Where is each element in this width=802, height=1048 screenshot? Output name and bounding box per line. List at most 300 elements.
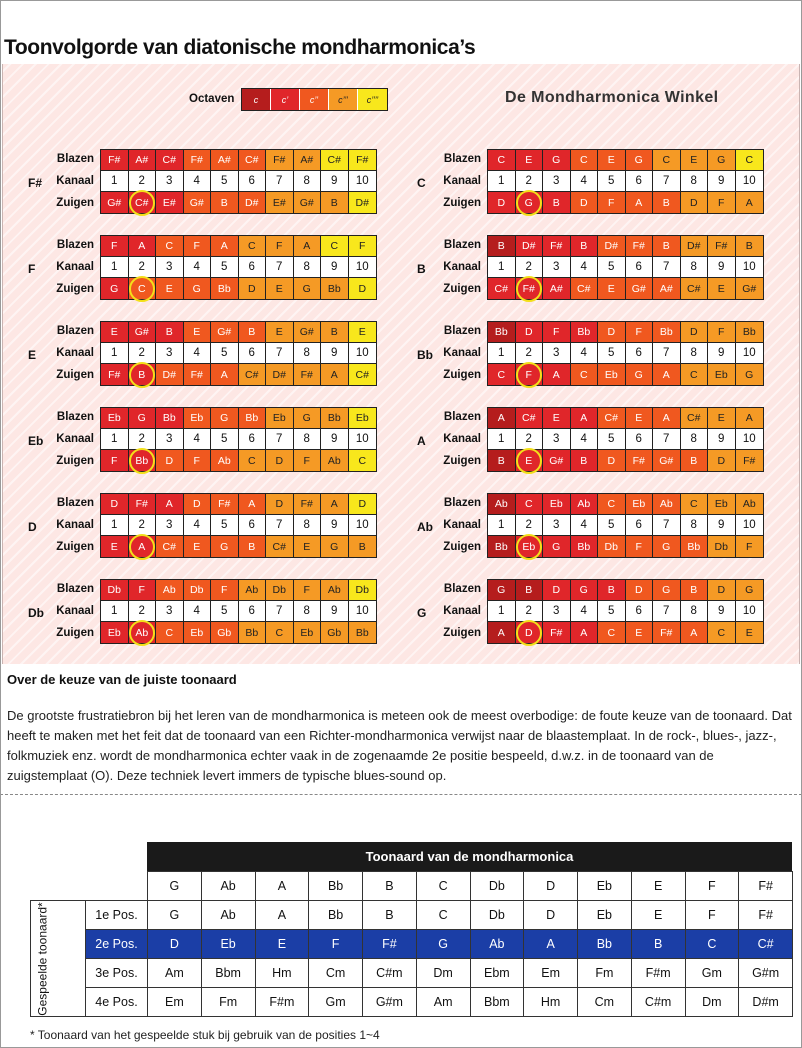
position-row (31, 901, 793, 930)
channel-number: 5 (598, 601, 626, 621)
channel-number: 9 (321, 515, 349, 535)
channel-number: 9 (321, 257, 349, 277)
blow-note: Db (349, 580, 377, 600)
row-label-blow: Blazen (443, 583, 481, 595)
row-label-draw: Zuigen (56, 283, 94, 295)
draw-note: Bb (571, 536, 599, 557)
positions-table-header: Toonaard van de mondharmonica (147, 842, 792, 871)
grid-row-draw (488, 450, 763, 471)
draw-note: Bb (349, 622, 377, 643)
draw-note: C (239, 450, 267, 471)
draw-note: A (543, 364, 571, 385)
blow-note: F (211, 580, 239, 600)
blow-note: D (266, 494, 294, 514)
draw-note: D# (156, 364, 184, 385)
played-key-cell: A (524, 930, 578, 959)
draw-note: Bb (488, 536, 516, 557)
harmonica-key-label: Db (28, 606, 44, 620)
channel-number: 10 (349, 257, 377, 277)
played-key-cell: Em (148, 988, 202, 1017)
channel-number: 8 (681, 601, 709, 621)
draw-note: E# (156, 192, 184, 213)
harmonica-key-label: F# (28, 176, 43, 190)
blow-note: Ab (321, 580, 349, 600)
channel-number: 8 (681, 171, 709, 191)
channel-number: 3 (156, 343, 184, 363)
blow-note: C# (681, 408, 709, 428)
channel-number: 10 (736, 601, 764, 621)
draw-note: F# (736, 450, 764, 471)
brand-name: De Mondharmonica Winkel (505, 89, 719, 106)
grid-row-channel (101, 601, 376, 622)
blow-note: E (681, 150, 709, 170)
blow-note: A# (211, 150, 239, 170)
channel-number: 4 (571, 171, 599, 191)
grid-row-blow (488, 494, 763, 515)
channel-number: 4 (184, 257, 212, 277)
draw-note: C# (681, 278, 709, 299)
channel-number: 8 (294, 429, 322, 449)
blow-note: G (211, 408, 239, 428)
harmonica-key-label: Ab (417, 520, 433, 534)
channel-number: 8 (681, 343, 709, 363)
blow-note: C# (516, 408, 544, 428)
row-label-channel: Kanaal (56, 605, 94, 617)
channel-number: 2 (516, 171, 544, 191)
channel-number: 5 (598, 171, 626, 191)
channel-number: 2 (129, 171, 157, 191)
channel-number: 6 (239, 343, 267, 363)
harmonica-key-header: G (148, 872, 202, 901)
grid-row-draw (488, 192, 763, 213)
channel-number: 3 (156, 429, 184, 449)
played-key-cell: C# (739, 930, 793, 959)
played-key-cell: D (148, 930, 202, 959)
draw-note: A (681, 622, 709, 643)
grid-row-draw (101, 622, 376, 643)
info-body: De grootste frustratiebron bij het leren van de mondharmonica is meteen ook de meest overbodige: de foute keuze van de toonaard. Dat heeft te maken met het feit dat de toonaard van een Richter-mondharmonica verwijst naar de blaastemplaat. In de rock-, blues-, jazz-, folkmuziek enz. wordt de mondharmonica echter vaak in de zogenaamde 2e positie bespeeld, d.w.z. in de toonaard van de zuigstemplaat (O). Deze techniek levert immers de typische blues-sound op. (7, 708, 792, 783)
channel-number: 5 (211, 515, 239, 535)
octaves-legend (241, 88, 388, 111)
grid-row-channel (488, 429, 763, 450)
blow-note: D (349, 494, 377, 514)
played-key-cell: Db (470, 901, 524, 930)
blow-note: D (184, 494, 212, 514)
channel-number: 5 (211, 257, 239, 277)
draw-note: C# (156, 536, 184, 557)
draw-note: E (736, 622, 764, 643)
channel-number: 3 (156, 515, 184, 535)
blow-note: C (156, 236, 184, 256)
channel-number: 9 (708, 429, 736, 449)
channel-number: 4 (571, 601, 599, 621)
channel-number: 8 (294, 171, 322, 191)
positions-side-label (28, 900, 58, 1018)
blow-note: A (129, 236, 157, 256)
channel-number: 5 (598, 429, 626, 449)
blow-note: A (294, 236, 322, 256)
played-key-cell: Bb (578, 930, 632, 959)
blow-note: C (571, 150, 599, 170)
channel-number: 1 (488, 429, 516, 449)
blow-note: Bb (156, 408, 184, 428)
draw-note: E (101, 536, 129, 557)
channel-number: 2 (129, 429, 157, 449)
harmonica-grid (100, 321, 377, 386)
blow-note: E (266, 322, 294, 342)
blow-note: Ab (488, 494, 516, 514)
channel-number: 6 (239, 601, 267, 621)
harmonica-key-label: G (417, 606, 427, 620)
channel-number: 2 (129, 257, 157, 277)
channel-number: 4 (571, 257, 599, 277)
row-label-channel: Kanaal (56, 347, 94, 359)
draw-note: G (516, 192, 544, 213)
channel-number: 1 (101, 343, 129, 363)
harmonica-key-header: B (363, 872, 417, 901)
octave-swatch: c’’’’ (358, 89, 387, 110)
draw-note: C (681, 364, 709, 385)
blow-note: C (653, 150, 681, 170)
draw-note: E (294, 536, 322, 557)
draw-note: G# (626, 278, 654, 299)
draw-note: C# (266, 536, 294, 557)
draw-note: F (101, 450, 129, 471)
draw-note: C (349, 450, 377, 471)
channel-number: 1 (488, 515, 516, 535)
played-key-cell: Am (416, 988, 470, 1017)
channel-number: 7 (266, 601, 294, 621)
played-key-cell: B (631, 930, 685, 959)
channel-number: 4 (184, 429, 212, 449)
blow-note: B (239, 322, 267, 342)
played-key-cell: E (631, 901, 685, 930)
blow-note: G (488, 580, 516, 600)
played-key-cell: Dm (416, 959, 470, 988)
blow-note: F# (184, 150, 212, 170)
channel-number: 2 (516, 429, 544, 449)
channel-number: 1 (488, 343, 516, 363)
channel-number: 5 (211, 601, 239, 621)
blow-note: C (488, 150, 516, 170)
draw-note: Gb (211, 622, 239, 643)
row-label-draw: Zuigen (443, 197, 481, 209)
channel-number: 10 (736, 429, 764, 449)
row-label-channel: Kanaal (56, 261, 94, 273)
blow-note: C# (598, 408, 626, 428)
blow-note: E (598, 150, 626, 170)
draw-note: Eb (516, 536, 544, 557)
grid-row-channel (488, 171, 763, 192)
draw-note: F# (184, 364, 212, 385)
blow-note: C (321, 236, 349, 256)
blow-note: Eb (626, 494, 654, 514)
row-label-blow: Blazen (443, 411, 481, 423)
channel-number: 5 (211, 343, 239, 363)
draw-note: Bb (321, 278, 349, 299)
blow-note: A# (294, 150, 322, 170)
blow-note: D# (681, 236, 709, 256)
draw-note: D (488, 192, 516, 213)
draw-note: F# (516, 278, 544, 299)
blow-note: F (294, 580, 322, 600)
harmonica-key-header: E (631, 872, 685, 901)
harmonica-key-header: F# (739, 872, 793, 901)
channel-number: 3 (543, 171, 571, 191)
channel-number: 4 (184, 171, 212, 191)
channel-number: 9 (708, 343, 736, 363)
played-key-cell: D#m (739, 988, 793, 1017)
channel-number: 8 (294, 343, 322, 363)
blow-note: F (543, 322, 571, 342)
blow-note: G (708, 150, 736, 170)
blow-note: Bb (321, 408, 349, 428)
channel-number: 10 (349, 601, 377, 621)
channel-number: 5 (211, 429, 239, 449)
played-key-cell: F (309, 930, 363, 959)
channel-number: 7 (653, 601, 681, 621)
harmonica-key-label: C (417, 176, 426, 190)
channel-number: 8 (681, 257, 709, 277)
harmonica-key-header: F (685, 872, 739, 901)
blow-note: Bb (488, 322, 516, 342)
row-label-channel: Kanaal (443, 605, 481, 617)
channel-number: 2 (129, 515, 157, 535)
channel-number: 7 (653, 429, 681, 449)
blow-note: C (598, 494, 626, 514)
harmonica-key-label: B (417, 262, 426, 276)
blow-note: E (349, 322, 377, 342)
grid-row-channel (101, 343, 376, 364)
played-key-cell: Bb (309, 901, 363, 930)
draw-note: C (708, 622, 736, 643)
draw-note: F# (543, 622, 571, 643)
played-key-cell: D (524, 901, 578, 930)
played-key-cell: G#m (739, 959, 793, 988)
channel-number: 1 (101, 171, 129, 191)
draw-note: B (239, 536, 267, 557)
draw-note: G (626, 364, 654, 385)
played-key-cell: G (416, 930, 470, 959)
blow-note: Ab (736, 494, 764, 514)
blow-note: F (626, 322, 654, 342)
position-row (31, 959, 793, 988)
draw-note: G# (184, 192, 212, 213)
second-position-ring (129, 620, 155, 646)
blow-note: G (129, 408, 157, 428)
draw-note: G# (543, 450, 571, 471)
blow-note: F# (129, 494, 157, 514)
draw-note: Bb (129, 450, 157, 471)
blow-note: F (708, 322, 736, 342)
draw-note: C (156, 622, 184, 643)
draw-note: F (708, 192, 736, 213)
channel-number: 9 (708, 601, 736, 621)
channel-number: 10 (736, 515, 764, 535)
channel-number: 2 (516, 601, 544, 621)
channel-number: 7 (266, 343, 294, 363)
blow-note: C (239, 236, 267, 256)
row-label-blow: Blazen (56, 239, 94, 251)
channel-number: 6 (626, 601, 654, 621)
draw-note: G (321, 536, 349, 557)
blow-note: F (349, 236, 377, 256)
draw-note: G (101, 278, 129, 299)
harmonica-key-label: E (28, 348, 37, 362)
draw-note: Bb (211, 278, 239, 299)
draw-note: C (266, 622, 294, 643)
blow-note: A (211, 236, 239, 256)
channel-number: 8 (294, 257, 322, 277)
draw-note: Db (598, 536, 626, 557)
draw-note: B (349, 536, 377, 557)
second-position-ring (129, 276, 155, 302)
channel-number: 2 (516, 257, 544, 277)
draw-note: Eb (598, 364, 626, 385)
channel-number: 1 (488, 257, 516, 277)
harmonica-key-header: Bb (309, 872, 363, 901)
second-position-ring (516, 448, 542, 474)
draw-note: Eb (294, 622, 322, 643)
row-label-draw: Zuigen (443, 541, 481, 553)
blow-note: Ab (571, 494, 599, 514)
channel-number: 7 (266, 515, 294, 535)
channel-number: 4 (184, 515, 212, 535)
blow-note: F# (211, 494, 239, 514)
channel-number: 9 (321, 171, 349, 191)
draw-note: D (239, 278, 267, 299)
channel-number: 10 (736, 257, 764, 277)
played-key-cell: B (363, 901, 417, 930)
draw-note: B (543, 192, 571, 213)
second-position-ring (516, 620, 542, 646)
blow-note: E (543, 408, 571, 428)
blow-note: C# (239, 150, 267, 170)
blow-note: B (321, 322, 349, 342)
harmonica-key-label: A (417, 434, 426, 448)
second-position-ring (129, 190, 155, 216)
channel-number: 6 (239, 171, 267, 191)
channel-number: 4 (184, 343, 212, 363)
blow-note: G (653, 580, 681, 600)
channel-number: 6 (626, 429, 654, 449)
channel-number: 9 (708, 257, 736, 277)
played-key-cell: Em (524, 959, 578, 988)
channel-number: 3 (156, 257, 184, 277)
row-label-draw: Zuigen (56, 455, 94, 467)
draw-note: G# (101, 192, 129, 213)
grid-row-blow (101, 408, 376, 429)
grid-row-draw (488, 536, 763, 557)
channel-number: 5 (598, 257, 626, 277)
blow-note: C (681, 494, 709, 514)
channel-number: 7 (653, 343, 681, 363)
harmonica-grid (100, 407, 377, 472)
channel-number: 6 (626, 343, 654, 363)
position-row (31, 930, 793, 959)
draw-note: F (294, 450, 322, 471)
blow-note: E (516, 150, 544, 170)
blow-note: B (598, 580, 626, 600)
channel-number: 10 (736, 171, 764, 191)
row-label-draw: Zuigen (56, 541, 94, 553)
draw-note: E# (266, 192, 294, 213)
grid-row-blow (101, 494, 376, 515)
channel-number: 2 (516, 343, 544, 363)
row-label-channel: Kanaal (443, 433, 481, 445)
played-key-cell: Bbm (201, 959, 255, 988)
draw-note: Db (708, 536, 736, 557)
blow-note: G# (211, 322, 239, 342)
blow-note: F# (708, 236, 736, 256)
blow-note: D# (516, 236, 544, 256)
blow-note: A (653, 408, 681, 428)
channel-number: 10 (349, 171, 377, 191)
draw-note: G (653, 536, 681, 557)
blow-note: A (488, 408, 516, 428)
channel-number: 3 (156, 171, 184, 191)
harmonica-grid (487, 321, 764, 386)
octave-swatch: c’’’ (329, 89, 358, 110)
harmonica-grid (487, 493, 764, 558)
row-label-draw: Zuigen (443, 627, 481, 639)
draw-note: D# (349, 192, 377, 213)
row-label-channel: Kanaal (56, 433, 94, 445)
blow-note: E (101, 322, 129, 342)
blow-note: A (736, 408, 764, 428)
second-position-ring (516, 190, 542, 216)
draw-note: C (571, 364, 599, 385)
blow-note: C# (321, 150, 349, 170)
draw-note: F (736, 536, 764, 557)
grid-row-channel (488, 343, 763, 364)
draw-note: E (708, 278, 736, 299)
draw-note: B (321, 192, 349, 213)
draw-note: G# (736, 278, 764, 299)
octave-swatch: c’ (271, 89, 300, 110)
blow-note: G# (294, 322, 322, 342)
grid-row-blow (101, 322, 376, 343)
row-label-blow: Blazen (56, 411, 94, 423)
channel-number: 3 (543, 515, 571, 535)
draw-note: Bb (239, 622, 267, 643)
draw-note: A (736, 192, 764, 213)
draw-note: C# (239, 364, 267, 385)
played-key-cell: C (685, 930, 739, 959)
channel-number: 1 (488, 171, 516, 191)
draw-note: B (129, 364, 157, 385)
draw-note: A (653, 364, 681, 385)
draw-note: A (488, 622, 516, 643)
draw-note: Eb (184, 622, 212, 643)
channel-number: 3 (156, 601, 184, 621)
blow-note: A (571, 408, 599, 428)
second-position-ring (516, 534, 542, 560)
channel-number: 9 (708, 515, 736, 535)
row-label-blow: Blazen (56, 153, 94, 165)
draw-note: Gb (321, 622, 349, 643)
harmonica-key-header: A (255, 872, 309, 901)
channel-number: 3 (543, 343, 571, 363)
played-key-cell: G (148, 901, 202, 930)
draw-note: C (129, 278, 157, 299)
row-label-channel: Kanaal (443, 347, 481, 359)
channel-number: 10 (349, 429, 377, 449)
blow-note: Db (266, 580, 294, 600)
grid-row-blow (488, 236, 763, 257)
draw-note: G# (294, 192, 322, 213)
played-key-cell: Cm (578, 988, 632, 1017)
